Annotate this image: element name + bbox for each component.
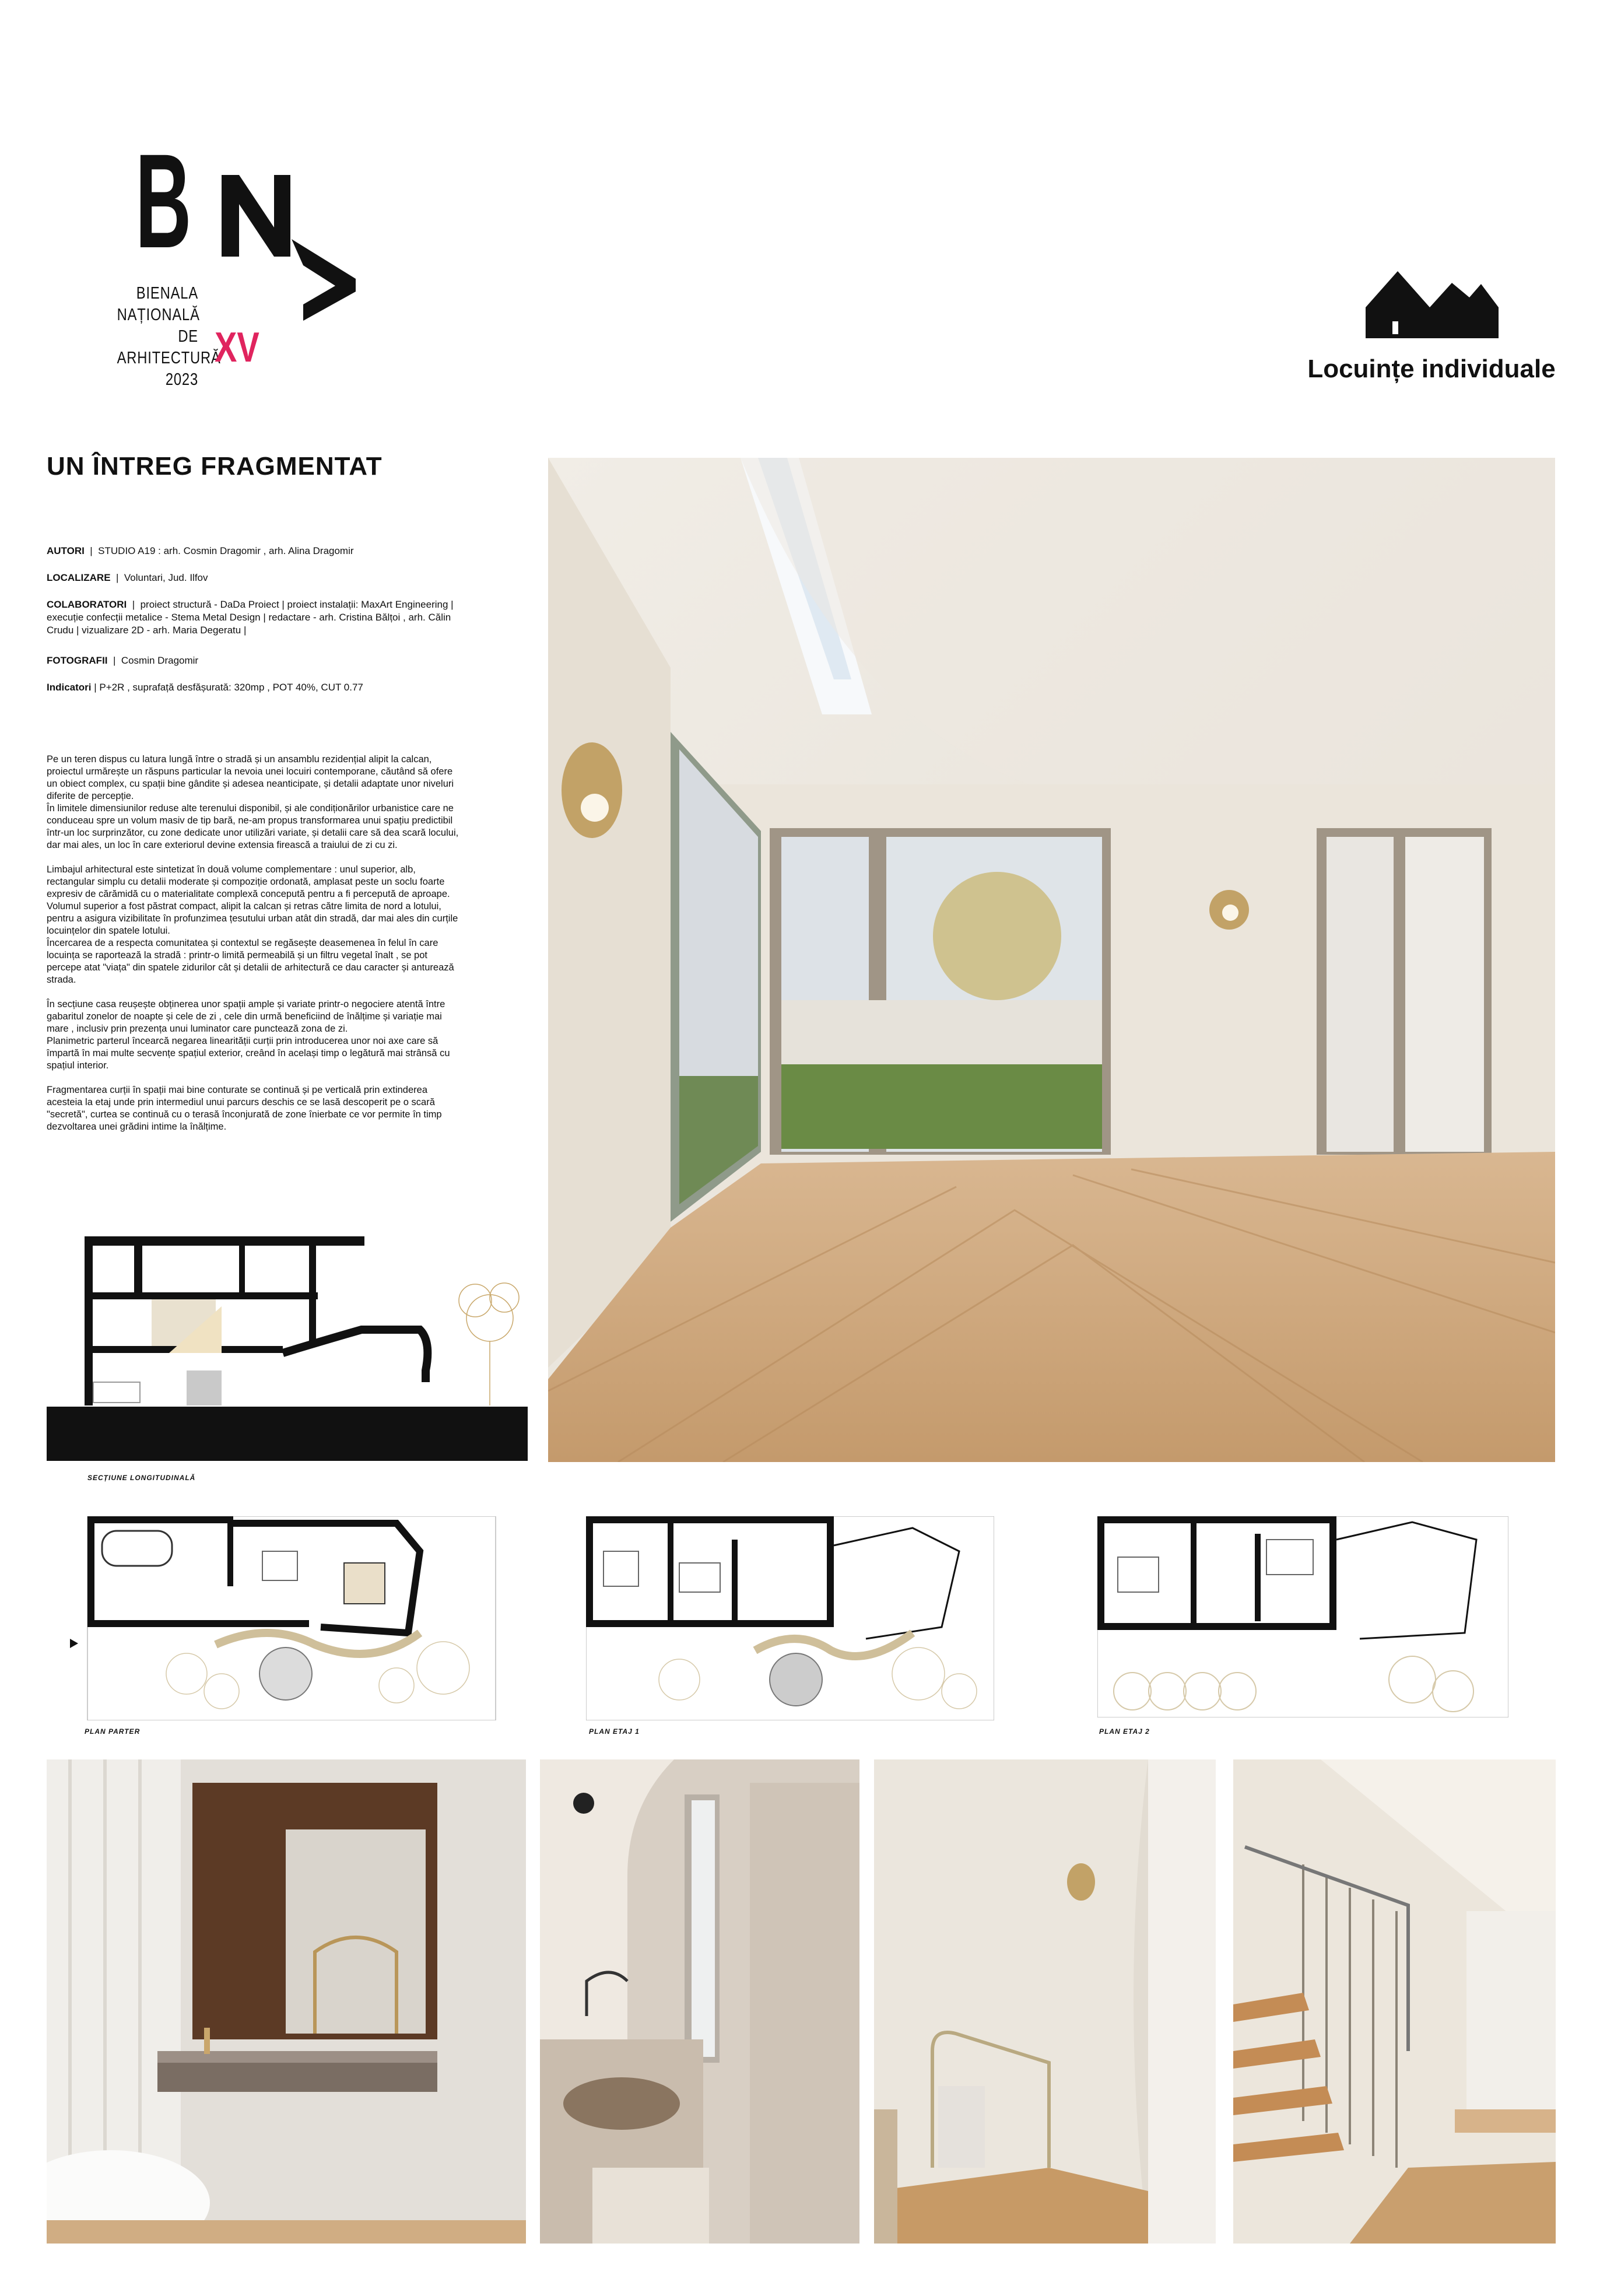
collaborators-value: proiect structură - DaDa Proiect | proiect instalații: MaxArt Engineering | [140,599,454,610]
description-line: Pe un teren dispus cu latura lungă între o stradă și un ansamblu rezidențial alipit la calcan, [47,754,432,765]
logo-line: ARHITECTURĂ [117,349,221,367]
second-floor-plan-drawing [1097,1516,1508,1717]
house-roofs-icon [1366,271,1499,338]
description-line: percepe atat "viața" din spatele zidurilor cât și detalii de arhitectură ce dau caracter și anturează [47,962,454,973]
credits-collaborators: COLABORATORI | proiect structură - DaDa Proiect | proiect instalații: MaxArt Engineering | execuție confecții metalice - Stema Metal Design | redactare - arh. Cristina Bălțoi , arh. Călin Crudu | vizualizare 2D - arh. Maria Degeratu | [47,599,454,636]
description-line: pentru a asigura vizibilitate în profunzimea țesutului urban atât din stradă, dar mai ales din curțile [47,913,458,924]
interior-photo-stair-railing [1233,1759,1556,2244]
description-line: dezvoltarea unei grădini intime la înălțime. [47,1121,227,1132]
description-line: Planimetric parterul încearcă negarea linearității curții prin introducerea unor noi axe care să [47,1036,438,1046]
first-floor-plan-caption: PLAN ETAJ 1 [589,1727,640,1736]
collaborators-value: Crudu | vizualizare 2D - arh. Maria Degeratu | [47,625,247,636]
interior-photo-staircase-landing [874,1759,1216,2244]
logo-line: DE [178,327,198,346]
indicators-label: Indicatori [47,682,92,693]
logo-wordmark [117,283,221,391]
description-line: locuințelor din spatele lotului. [47,926,170,936]
description-line: gabaritul zonelor de noapte și cele de zi , cele din urmă beneficiind de înălțime și variație mai [47,1011,442,1022]
description-line: strada. [47,975,76,985]
credits-photos: FOTOGRAFII | Cosmin Dragomir [47,655,199,666]
indicators-value: P+2R , suprafață desfășurată: 320mp , POT 40%, CUT 0.77 [99,682,363,693]
credits-authors: AUTORI | STUDIO A19 : arh. Cosmin Dragomir , arh. Alina Dragomir [47,545,354,556]
description-line: spațiul interior. [47,1060,109,1071]
credits-location: LOCALIZARE | Voluntari, Jud. Ilfov [47,572,208,583]
location-label: LOCALIZARE [47,572,111,583]
description-paragraph [47,998,525,1072]
description-line: diferite de percepție. [47,791,134,801]
authors-value: STUDIO A19 : arh. Cosmin Dragomir , arh. Alina Dragomir [98,545,354,556]
description-line: într-un loc surprinzător, cu zone dedicate unor utilizări variate, și detalii care să dea scară locului, [47,828,459,838]
ground-floor-plan-caption: PLAN PARTER [85,1727,141,1736]
description-line: Limbajul arhitectural este sintetizat în două volume complementare : unul superior, alb, [47,864,416,875]
first-floor-plan-drawing [586,1516,994,1720]
description-line: În secțiune casa reușește obținerea unor spații ample și variate printr-o negociere atentă între [47,999,445,1009]
interior-photo-living-room [548,458,1555,1462]
location-value: Voluntari, Jud. Ilfov [124,572,208,583]
interior-photo-bathroom-vanity [47,1759,526,2244]
description-line: Fragmentarea curții în spații mai bine conturate se continuă și pe verticală prin extinderea [47,1085,428,1095]
description-paragraph [47,1084,525,1133]
description-line: "secretă", curtea se continuă cu o terasă înconjurată de zone înierbate ce vor permite în timp [47,1109,442,1120]
description-line: acesteia la etaj unde prin intermediul unui parcurs deschis ce se lasă descoperit pe o scară [47,1097,435,1107]
description-line: proiectul urmărește un răspuns particular la nevoia unei locuiri contemporane, căutând să ofere [47,766,453,777]
photos-label: FOTOGRAFII [47,655,108,666]
logo-na-mark [216,175,356,321]
description-line: expresiv de cărămidă cu o materialitate complexă concepută pentru a fi percepută de aproape. [47,889,450,899]
description-line: conduceau spre un volum masiv de tip bară, ne-am propus transformarea unui spațiu predictibil [47,815,453,826]
logo-letter-b: B [135,126,192,276]
authors-label: AUTORI [47,545,85,556]
collaborators-label: COLABORATORI [47,599,127,610]
second-floor-plan-caption: PLAN ETAJ 2 [1099,1727,1150,1736]
description-line: rectangular simplu cu detalii moderate și compoziție ordonată, amplasat peste un soclu foarte [47,877,445,887]
category-label: Locuințe individuale [1307,355,1556,383]
description-line: În limitele dimensiunilor reduse alte terenului disponibil, și ale condiționărilor urbanistice care ne [47,803,454,814]
photos-value: Cosmin Dragomir [121,655,199,666]
description-line: dar mai ales, un loc în care exteriorul devine extensia firească a traiului de zi cu zi. [47,840,398,850]
project-description [47,753,525,1145]
longitudinal-section-drawing [47,1236,528,1461]
collaborators-value: execuție confecții metalice - Stema Metal Design | redactare - arh. Cristina Bălțoi , arh. Călin [47,612,451,623]
description-paragraph [47,864,525,986]
description-line: împartă în mai multe secvențe spațiul exterior, creând în același timp o legătură mai strânsă cu [47,1048,450,1058]
description-line: un obiect complex, cu spații bine gândite și adesea neanticipate, și detalii adaptate unor niveluri [47,779,454,789]
ground-floor-plan-drawing [70,1516,504,1720]
logo-edition: XV [215,324,259,371]
logo-line: 2023 [165,370,198,389]
description-line: Volumul superior a fost păstrat compact, alipit la calcan și retras către limita de nord a lotului, [47,901,441,912]
section-caption: SECȚIUNE LONGITUDINALĂ [87,1474,196,1482]
bna-logo [99,126,356,408]
description-line: locuința se raportează la stradă : printr-o limită permeabilă și un filtru vegetal înalt , se pot [47,950,427,961]
project-title: UN ÎNTREG FRAGMENTAT [47,452,383,481]
interior-photo-bathroom-sink [540,1759,859,2244]
credits-indicators: Indicatori | P+2R , suprafață desfășurată: 320mp , POT 40%, CUT 0.77 [47,682,363,693]
description-line: Încercarea de a respecta comunitatea și contextul se regăsește deasemenea în felul în care [47,938,438,948]
description-line: mare , inclusiv prin prezența unui luminator care punctează zona de zi. [47,1023,348,1034]
logo-line: NAȚIONALĂ [117,306,200,324]
description-paragraph [47,753,525,851]
logo-line: BIENALA [136,284,198,303]
